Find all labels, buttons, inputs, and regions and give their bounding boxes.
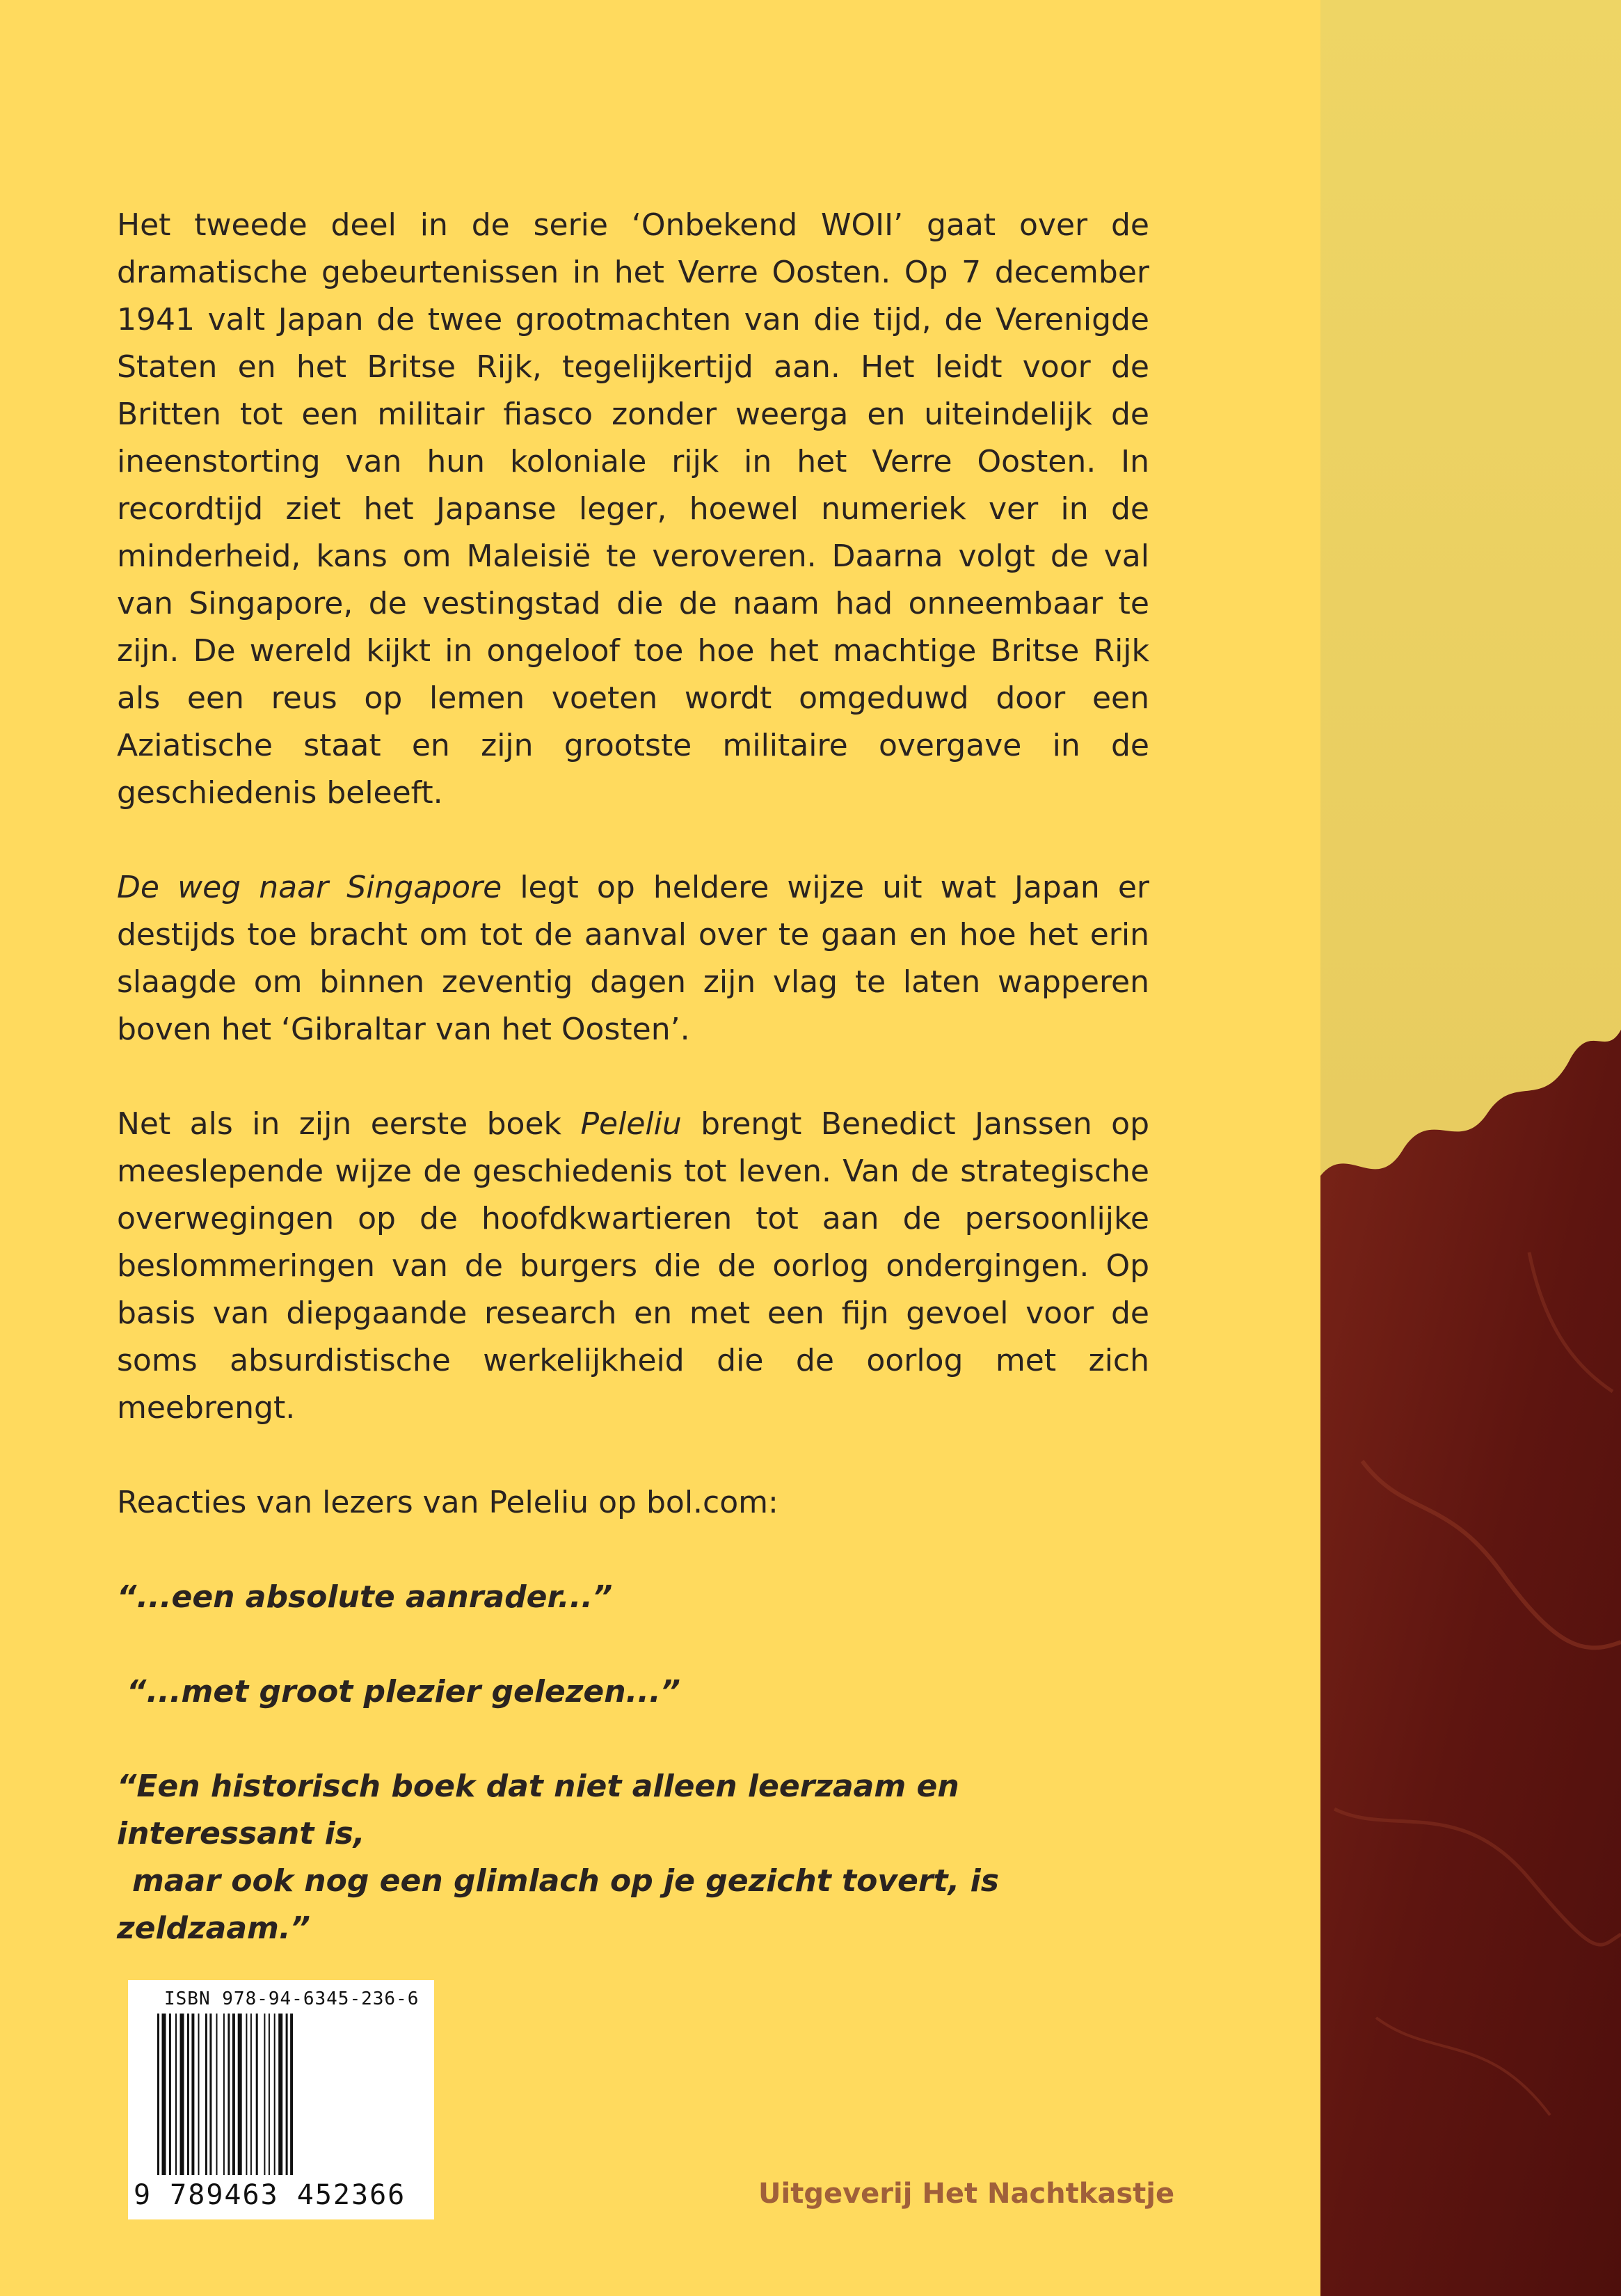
- barcode-bar: [198, 2014, 200, 2175]
- barcode-bar: [223, 2014, 225, 2175]
- barcode-bar: [175, 2014, 177, 2175]
- review-quote-3: [117, 1763, 1149, 1952]
- barcode-bar: [191, 2014, 194, 2175]
- barcode-bar: [286, 2014, 288, 2175]
- barcode-bar: [238, 2014, 242, 2175]
- barcode-bar: [227, 2014, 230, 2175]
- artwork-illustration: [1320, 0, 1621, 2296]
- paragraph-book-description: [117, 864, 1149, 1053]
- barcode-bar: [274, 2014, 276, 2175]
- review-quote-3-line2: maar ook nog een glimlach op je gezicht tovert, is zeldzaam.”: [117, 1863, 999, 1946]
- isbn-barcode: [128, 1980, 434, 2219]
- isbn-label: ISBN 978-94-6345-236-6: [164, 1988, 420, 2009]
- barcode-bar: [256, 2014, 258, 2175]
- barcode-bar: [205, 2014, 207, 2175]
- review-quote-3-line1: “Een historisch boek dat niet alleen leerzaam en interessant is,: [117, 1769, 959, 1851]
- back-cover-text: [117, 202, 1149, 2000]
- barcode-bar: [216, 2014, 218, 2175]
- barcode-bar: [269, 2014, 270, 2175]
- previous-book-title: Peleliu: [580, 1106, 682, 1142]
- barcode-bar: [162, 2014, 166, 2175]
- paragraph-text: brengt Benedict Janssen op meeslepende wijze de geschiedenis tot leven. Van de strategische overwegingen op de hoofdkwartieren tot aan de persoonlijke beslommeringen van de burgers die de oorlog ondergingen. Op basis van diepgaande research en met een fijn gevoel voor de soms absurdistische werkelijkheid die de oorlog met zich meebrengt.: [117, 1106, 1150, 1426]
- barcode-bar: [187, 2014, 189, 2175]
- paragraph-text: Net als in zijn eerste boek: [117, 1106, 581, 1142]
- paragraph-author: [117, 1101, 1149, 1432]
- barcode-bar: [250, 2014, 252, 2175]
- barcode-bar: [264, 2014, 265, 2175]
- barcode-bar: [290, 2014, 293, 2175]
- paragraph-text: legt op heldere wijze uit wat Japan er destijds toe bracht om tot de aanval over te gaan en hoe het erin slaagde om binnen zeventig dagen zijn vlag te laten wapperen boven het ‘Gibraltar van het Oosten’.: [117, 870, 1149, 1047]
- barcode-bar: [180, 2014, 184, 2175]
- barcode-bar: [209, 2014, 211, 2175]
- cover-artwork-strip: [1320, 0, 1621, 2296]
- review-quote-2: “...met groot plezier gelezen...”: [127, 1674, 681, 1709]
- barcode-bar: [169, 2014, 171, 2175]
- barcode-bar: [157, 2014, 159, 2175]
- barcode-digits: 9 789463 452366: [134, 2179, 406, 2211]
- barcode-bar: [278, 2014, 282, 2175]
- review-quote-1: “...een absolute aanrader...”: [117, 1579, 613, 1615]
- paragraph-summary: Het tweede deel in de serie ‘Onbekend WOII’ gaat over de dramatische gebeurtenissen in het Verre Oosten. Op 7 december 1941 valt Japan de twee grootmachten van die tijd, de Verenigde Staten en het Britse Rijk, tegelijkertijd aan. Het leidt voor de Britten tot een militair fiasco zonder weerga en uiteindelijk de ineenstorting van hun koloniale rijk in het Verre Oosten. In recordtijd ziet het Japanse leger, hoewel numeriek ver in de minderheid, kans om Maleisië te veroveren. Daarna volgt de val van Singapore, de vestingstad die de naam had onneembaar te zijn. De wereld kijkt in ongeloof toe hoe het machtige Britse Rijk als een reus op lemen voeten wordt omgeduwd door een Aziatische staat en zijn grootste militaire overgave in de geschiedenis beleeft.: [117, 207, 1149, 811]
- book-title-italic: De weg naar Singapore: [117, 870, 502, 905]
- barcode-bar: [232, 2014, 235, 2175]
- barcode-bar: [246, 2014, 247, 2175]
- publisher-name: Uitgeverij Het Nachtkastje: [758, 2178, 1175, 2210]
- reviews-intro: Reacties van lezers van Peleliu op bol.com:: [117, 1485, 778, 1520]
